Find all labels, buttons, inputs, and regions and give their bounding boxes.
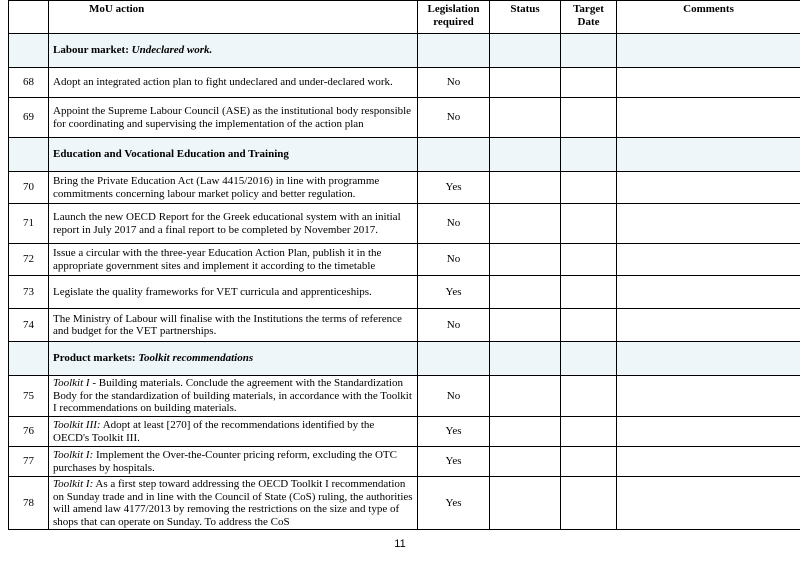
row-target-date (561, 447, 617, 477)
row-comments (617, 98, 800, 138)
row-legislation: No (418, 98, 490, 138)
row-number: 69 (9, 98, 49, 138)
row-legislation: Yes (418, 417, 490, 447)
row-number: 70 (9, 172, 49, 204)
row-number: 71 (9, 204, 49, 244)
row-action: Issue a circular with the three-year Education Action Plan, publish it in the appropriate government sites and implement it according to the timetable (49, 244, 418, 276)
row-action: Toolkit I - Building materials. Conclude the agreement with the Standardization Body for the standardization of building materials, in accordance with the Toolkit I recommendations on building materials. (49, 376, 418, 417)
row-status (490, 244, 561, 276)
row-target-date (561, 204, 617, 244)
mou-actions-table (8, 0, 800, 530)
row-comments (617, 477, 800, 530)
row-action: Toolkit I: As a first step toward addressing the OECD Toolkit I recommendation on Sunday trade and in line with the Council of State (CoS) ruling, the authorities will amend law 4177/2013 by removing the restrictions on the size and type of shops that can operate on Sunday. To address the CoS (49, 477, 418, 530)
row-status (490, 447, 561, 477)
table-row (9, 417, 800, 447)
header-target-date: Target Date (561, 1, 617, 34)
header-comments: Comments (617, 1, 800, 34)
header-mou-action: MoU action (49, 1, 418, 34)
row-target-date (561, 244, 617, 276)
row-status (490, 172, 561, 204)
row-status (490, 417, 561, 447)
row-comments (617, 376, 800, 417)
header-status: Status (490, 1, 561, 34)
row-number: 76 (9, 417, 49, 447)
section-title: Labour market: Undeclared work. (49, 34, 418, 68)
row-target-date (561, 477, 617, 530)
header-legislation-required: Legislation required (418, 1, 490, 34)
row-legislation: No (418, 68, 490, 98)
row-target-date (561, 172, 617, 204)
section-row (9, 138, 800, 172)
row-number: 77 (9, 447, 49, 477)
page-number: 11 (394, 538, 406, 550)
row-action: Launch the new OECD Report for the Greek educational system with an initial report in July 2017 and a final report to be completed by November 2017. (49, 204, 418, 244)
row-legislation: Yes (418, 276, 490, 309)
table-row (9, 477, 800, 530)
row-comments (617, 204, 800, 244)
row-legislation: Yes (418, 172, 490, 204)
row-comments (617, 447, 800, 477)
row-comments (617, 309, 800, 342)
table-row (9, 68, 800, 98)
row-target-date (561, 417, 617, 447)
row-number: 78 (9, 477, 49, 530)
table-row (9, 172, 800, 204)
row-number: 75 (9, 376, 49, 417)
row-comments (617, 68, 800, 98)
row-status (490, 276, 561, 309)
row-target-date (561, 276, 617, 309)
section-row (9, 34, 800, 68)
row-action: Adopt an integrated action plan to fight undeclared and under-declared work. (49, 68, 418, 98)
table-row (9, 276, 800, 309)
row-status (490, 477, 561, 530)
table-row (9, 204, 800, 244)
row-comments (617, 244, 800, 276)
row-comments (617, 172, 800, 204)
row-status (490, 309, 561, 342)
row-status (490, 376, 561, 417)
row-target-date (561, 309, 617, 342)
table-row (9, 309, 800, 342)
row-status (490, 204, 561, 244)
row-comments (617, 417, 800, 447)
row-number: 72 (9, 244, 49, 276)
row-status (490, 68, 561, 98)
row-number: 68 (9, 68, 49, 98)
header-num (9, 1, 49, 34)
row-target-date (561, 98, 617, 138)
table-row (9, 244, 800, 276)
row-action: Legislate the quality frameworks for VET curricula and apprenticeships. (49, 276, 418, 309)
row-comments (617, 276, 800, 309)
row-legislation: Yes (418, 447, 490, 477)
table-row (9, 376, 800, 417)
row-action: Toolkit I: Implement the Over-the-Counter pricing reform, excluding the OTC purchases by hospitals. (49, 447, 418, 477)
row-action: Appoint the Supreme Labour Council (ASE) as the institutional body responsible for coordinating and supervising the implementation of the action plan (49, 98, 418, 138)
row-number: 74 (9, 309, 49, 342)
row-action: Toolkit III: Adopt at least [270] of the recommendations identified by the OECD's Toolkit III. (49, 417, 418, 447)
row-target-date (561, 376, 617, 417)
section-row (9, 342, 800, 376)
row-legislation: No (418, 244, 490, 276)
table-row (9, 447, 800, 477)
header-row (9, 1, 800, 34)
row-number: 73 (9, 276, 49, 309)
row-legislation: No (418, 204, 490, 244)
row-legislation: Yes (418, 477, 490, 530)
table-row (9, 98, 800, 138)
row-target-date (561, 68, 617, 98)
row-status (490, 98, 561, 138)
row-legislation: No (418, 376, 490, 417)
row-action: Bring the Private Education Act (Law 4415/2016) in line with programme commitments concerning labour market policy and better regulation. (49, 172, 418, 204)
section-title: Product markets: Toolkit recommendations (49, 342, 418, 376)
section-title: Education and Vocational Education and Training (49, 138, 418, 172)
row-legislation: No (418, 309, 490, 342)
row-action: The Ministry of Labour will finalise with the Institutions the terms of reference and budget for the VET partnerships. (49, 309, 418, 342)
